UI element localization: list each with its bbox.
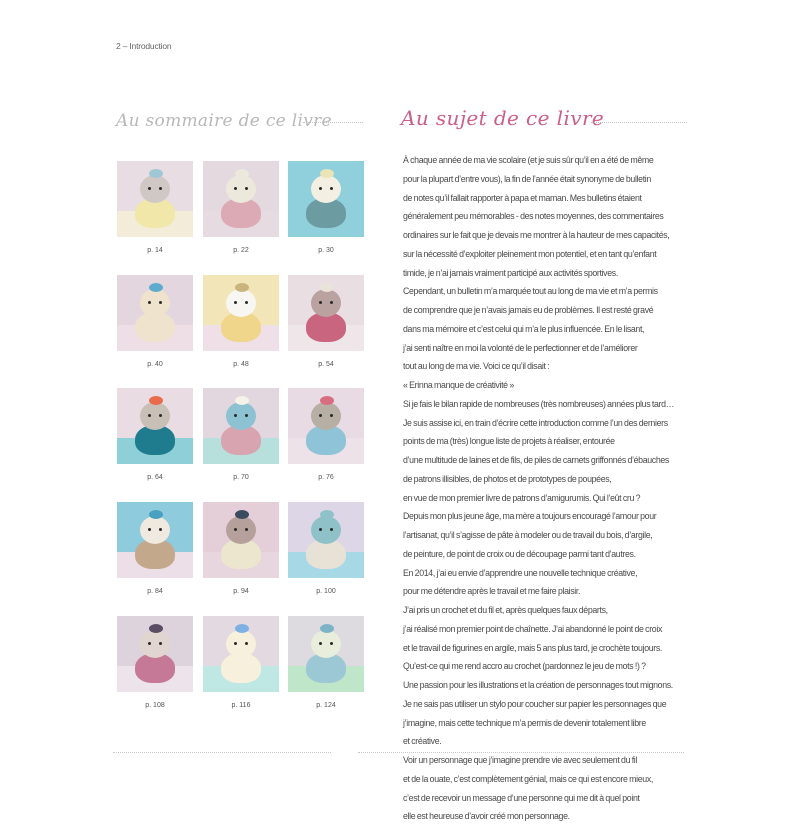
toy-eye bbox=[319, 301, 322, 304]
toy-eye bbox=[234, 414, 237, 417]
toy-accessory bbox=[149, 169, 163, 178]
text-line: elle est heureuse d’avoir créé mon personnage. bbox=[403, 811, 570, 822]
contents-entry bbox=[203, 616, 279, 709]
text-line: dans ma mémoire et c’est celui qui m’a le plus influencée. En le lisant, bbox=[403, 323, 645, 334]
footer-dotted-rule-right bbox=[358, 752, 684, 753]
contents-entry bbox=[288, 275, 364, 368]
page-number-label: p. 40 bbox=[147, 361, 163, 368]
text-line: généralement peu mémorables - des notes moyennes, des commentaires bbox=[403, 211, 664, 222]
toy-eye bbox=[319, 528, 322, 531]
toy-head bbox=[311, 289, 341, 317]
text-line: J’ai pris un crochet et du fil et, après quelques faux départs, bbox=[403, 605, 608, 615]
amigurumi-photo bbox=[203, 616, 279, 692]
contents-entry bbox=[288, 388, 364, 481]
text-line: j’imagine, mais cette technique m’a permis de devenir totalement libre bbox=[403, 717, 646, 728]
page-number-label: p. 14 bbox=[147, 247, 163, 254]
text-line: Qu’est-ce qui me rend accro au crochet (pardonnez le jeu de mots !) ? bbox=[403, 661, 646, 672]
toy-head bbox=[311, 630, 341, 658]
toy-head bbox=[226, 516, 256, 544]
page-number-label: p. 84 bbox=[147, 588, 163, 595]
text-line: de peinture, de point de croix ou de découpage parmi tant d’autres. bbox=[403, 548, 636, 559]
text-line: de patrons illisibles, de photos et de prototypes de poupées, bbox=[403, 473, 612, 484]
contents-entry bbox=[117, 161, 193, 254]
text-line: de comprendre que je n’avais jamais eu de problèmes. Il est resté gravé bbox=[403, 305, 654, 315]
toy-eye bbox=[148, 528, 151, 531]
toy-eye bbox=[148, 642, 151, 645]
text-line: j’ai senti naître en moi la volonté de le perfectionner et de l’améliorer bbox=[403, 342, 638, 353]
toy-head bbox=[226, 289, 256, 317]
toy-accessory bbox=[149, 283, 163, 292]
amigurumi-photo bbox=[203, 388, 279, 464]
page-number-label: p. 22 bbox=[233, 247, 249, 254]
toy-head bbox=[311, 402, 341, 430]
amigurumi-photo bbox=[288, 161, 364, 237]
page-number-label: p. 70 bbox=[233, 474, 249, 481]
title-dotted-rule bbox=[303, 122, 363, 123]
toy-eye bbox=[319, 414, 322, 417]
toy-head bbox=[140, 175, 170, 203]
toy-head bbox=[226, 175, 256, 203]
contents-entry bbox=[288, 616, 364, 709]
toy-eye bbox=[148, 301, 151, 304]
toy-eye bbox=[148, 414, 151, 417]
text-line: Depuis mon plus jeune âge, ma mère a toujours encouragé l’amour pour bbox=[403, 511, 657, 522]
text-line: Une passion pour les illustrations et la création de personnages tout mignons. bbox=[403, 680, 673, 690]
toy-head bbox=[140, 630, 170, 658]
toy-eye bbox=[245, 642, 248, 645]
title-dotted-rule bbox=[591, 122, 687, 123]
page-number-label: p. 124 bbox=[316, 702, 336, 709]
toy-accessory bbox=[149, 396, 163, 405]
toy-accessory bbox=[235, 624, 249, 633]
amigurumi-photo bbox=[117, 161, 193, 237]
toy-eye bbox=[234, 642, 237, 645]
text-line: À chaque année de ma vie scolaire (et je suis sûr qu’il en a été de même bbox=[403, 155, 654, 165]
toy-eye bbox=[148, 187, 151, 190]
toy-eye bbox=[159, 414, 162, 417]
toy-eye bbox=[245, 528, 248, 531]
page-number-label: p. 54 bbox=[318, 361, 334, 368]
toy-eye bbox=[234, 187, 237, 190]
amigurumi-photo bbox=[203, 275, 279, 351]
toy-head bbox=[311, 516, 341, 544]
toy-eye bbox=[330, 528, 333, 531]
amigurumi-photo bbox=[288, 616, 364, 692]
toy-eye bbox=[330, 301, 333, 304]
text-line: et le travail de figurines en argile, mais 5 ans plus tard, je crochète toujours. bbox=[403, 642, 663, 653]
toy-eye bbox=[245, 414, 248, 417]
toy-accessory bbox=[320, 510, 334, 519]
toy-eye bbox=[319, 187, 322, 190]
toy-accessory bbox=[149, 510, 163, 519]
page-number-label: p. 48 bbox=[233, 361, 249, 368]
about-body-text bbox=[403, 151, 693, 826]
toy-accessory bbox=[235, 169, 249, 178]
contents-entry bbox=[288, 161, 364, 254]
page-number-label: p. 94 bbox=[233, 588, 249, 595]
text-line: l’artisanat, qu’il s’agisse de pâte à modeler ou de travail du bois, d’argile, bbox=[403, 530, 653, 540]
toy-head bbox=[311, 175, 341, 203]
toy-eye bbox=[330, 642, 333, 645]
toy-eye bbox=[159, 187, 162, 190]
text-line: Si je fais le bilan rapide de nombreuses (très nombreuses) années plus tard… bbox=[403, 398, 675, 409]
toy-head bbox=[226, 630, 256, 658]
toy-accessory bbox=[235, 510, 249, 519]
toy-head bbox=[226, 402, 256, 430]
contents-title: Au sommaire de ce livre bbox=[116, 111, 332, 131]
toy-accessory bbox=[320, 169, 334, 178]
toy-eye bbox=[159, 528, 162, 531]
toy-head bbox=[140, 516, 170, 544]
toy-eye bbox=[319, 642, 322, 645]
text-line: timide, je n’ai jamais vraiment participé aux activités sportives. bbox=[403, 267, 618, 278]
page-number-label: p. 100 bbox=[316, 588, 336, 595]
amigurumi-photo bbox=[203, 161, 279, 237]
toy-eye bbox=[245, 187, 248, 190]
text-line: c’est de recevoir un message d’une personne qui me dit à quel point bbox=[403, 792, 640, 803]
amigurumi-photo bbox=[288, 502, 364, 578]
toy-eye bbox=[234, 528, 237, 531]
contents-entry bbox=[203, 161, 279, 254]
toy-accessory bbox=[235, 396, 249, 405]
toy-accessory bbox=[235, 283, 249, 292]
toy-eye bbox=[245, 301, 248, 304]
text-line: d’une multitude de laines et de fils, de piles de carnets griffonnés d’ébauches bbox=[403, 455, 669, 465]
text-line: pour la plupart d’entre vous), la fin de l’année était synonyme de bulletin bbox=[403, 173, 651, 184]
text-line: et de la ouate, c’est complètement génial, mais ce qui est encore mieux, bbox=[403, 773, 653, 784]
contents-entry bbox=[203, 502, 279, 595]
toy-head bbox=[140, 402, 170, 430]
amigurumi-photo bbox=[117, 275, 193, 351]
running-head: 2 – Introduction bbox=[116, 41, 172, 51]
page-number-label: p. 108 bbox=[145, 702, 165, 709]
text-line: « Erinna manque de créativité » bbox=[403, 380, 514, 390]
text-line: En 2014, j’ai eu envie d’apprendre une nouvelle technique créative, bbox=[403, 567, 638, 578]
toy-accessory bbox=[320, 283, 334, 292]
amigurumi-photo bbox=[203, 502, 279, 578]
text-line: Voir un personnage que j’imagine prendre vie avec seulement du fil bbox=[403, 755, 638, 765]
amigurumi-photo bbox=[288, 388, 364, 464]
footer-dotted-rule-left bbox=[113, 752, 331, 753]
contents-entry bbox=[203, 275, 279, 368]
toy-eye bbox=[159, 301, 162, 304]
amigurumi-photo bbox=[117, 616, 193, 692]
amigurumi-photo bbox=[117, 388, 193, 464]
amigurumi-photo bbox=[288, 275, 364, 351]
contents-entry bbox=[117, 275, 193, 368]
contents-entry bbox=[117, 388, 193, 481]
text-line: Je suis assise ici, en train d’écrire cette introduction comme l’un des derniers bbox=[403, 417, 668, 428]
toy-eye bbox=[159, 642, 162, 645]
text-line: et créative. bbox=[403, 736, 442, 747]
toy-accessory bbox=[320, 624, 334, 633]
text-line: ordinaires sur le fait que je devais me montrer à la hauteur de mes capacités, bbox=[403, 230, 670, 240]
text-line: pour me détendre après le travail et me faire plaisir. bbox=[403, 586, 581, 597]
text-line: tout au long de ma vie. Voici ce qu’il disait : bbox=[403, 361, 550, 372]
toy-eye bbox=[330, 414, 333, 417]
contents-entry bbox=[203, 388, 279, 481]
page-number-label: p. 76 bbox=[318, 474, 334, 481]
text-line: en vue de mon premier livre de patrons d’amigurumis. Qui l’eût cru ? bbox=[403, 492, 641, 503]
toy-eye bbox=[330, 187, 333, 190]
text-line: Je ne sais pas utiliser un stylo pour coucher sur papier les personnages que bbox=[403, 698, 667, 709]
contents-entry bbox=[117, 616, 193, 709]
amigurumi-photo bbox=[117, 502, 193, 578]
text-line: de notes qu’il fallait rapporter à papa et maman. Mes bulletins étaient bbox=[403, 192, 642, 203]
contents-entry bbox=[117, 502, 193, 595]
page-number-label: p. 30 bbox=[318, 247, 334, 254]
page-number-label: p. 64 bbox=[147, 474, 163, 481]
contents-entry bbox=[288, 502, 364, 595]
text-line: Cependant, un bulletin m’a marquée tout au long de ma vie et m’a permis bbox=[403, 286, 658, 297]
about-title: Au sujet de ce livre bbox=[401, 106, 605, 130]
text-line: points de ma (très) longue liste de projets à réaliser, entourée bbox=[403, 436, 615, 447]
toy-eye bbox=[234, 301, 237, 304]
toy-head bbox=[140, 289, 170, 317]
toy-accessory bbox=[149, 624, 163, 633]
text-line: sur la nécessité d’exploiter pleinement mon potentiel, et en tant qu’enfant bbox=[403, 248, 657, 259]
text-line: j’ai réalisé mon premier point de chaînette. J’ai abandonné le point de croix bbox=[403, 623, 662, 634]
toy-accessory bbox=[320, 396, 334, 405]
page-number-label: p. 116 bbox=[231, 702, 251, 709]
